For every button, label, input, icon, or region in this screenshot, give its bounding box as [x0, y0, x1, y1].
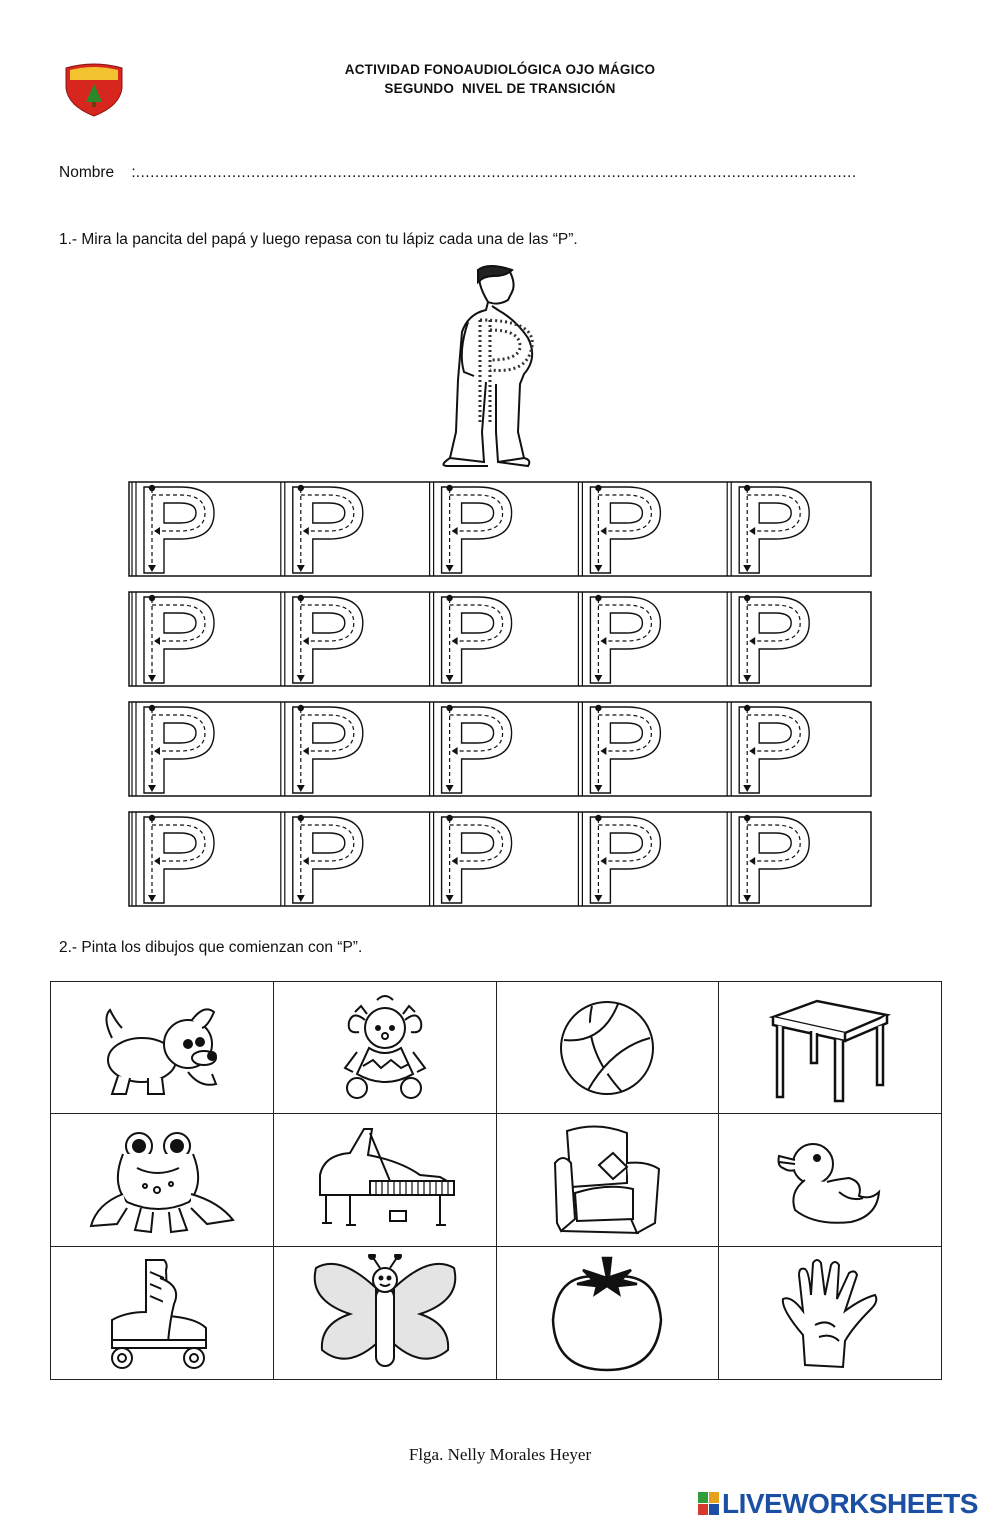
name-blank-line: ...................................................................................................................................................... — [135, 164, 857, 181]
grid-cell-doll[interactable] — [273, 982, 496, 1114]
name-field[interactable] — [59, 164, 939, 182]
exercise-2-instruction: 2.- Pinta los dibujos que comienzan con “P”. — [59, 939, 363, 956]
hand-icon — [775, 1255, 885, 1371]
worksheet-title: ACTIVIDAD FONOAUDIOLÓGICA OJO MÁGICO — [344, 62, 656, 77]
grid-cell-roller-skate[interactable] — [51, 1247, 274, 1380]
butterfly-icon — [310, 1254, 460, 1372]
worksheet-subtitle: SEGUNDO NIVEL DE TRANSICIÓN — [384, 81, 616, 96]
grid-cell-duck[interactable] — [719, 1114, 942, 1247]
grid-cell-butterfly[interactable] — [273, 1247, 496, 1380]
tomato-icon — [547, 1254, 667, 1372]
author-credit: Flga. Nelly Morales Heyer — [408, 1445, 592, 1464]
grid-cell-frog[interactable] — [51, 1114, 274, 1247]
frog-icon — [87, 1124, 237, 1236]
piano-icon — [310, 1125, 460, 1235]
grid-cell-tomato[interactable] — [496, 1247, 719, 1380]
grid-cell-hand[interactable] — [719, 1247, 942, 1380]
armchair-icon — [547, 1123, 667, 1237]
doll-icon — [325, 992, 445, 1104]
name-separator: : — [131, 164, 136, 181]
school-shield-crest-icon — [60, 58, 128, 118]
grid-cell-ball[interactable] — [496, 982, 719, 1114]
father-with-dotted-p-belly-icon — [428, 262, 550, 468]
grid-cell-piano[interactable] — [273, 1114, 496, 1247]
ball-icon — [552, 998, 662, 1098]
puppy-icon — [92, 998, 232, 1098]
liveworksheets-logo-icon — [698, 1492, 720, 1516]
trace-row — [128, 811, 872, 907]
grid-cell-puppy[interactable] — [51, 982, 274, 1114]
exercise-1-instruction: 1.- Mira la pancita del papá y luego repasa con tu lápiz cada una de las “P”. — [59, 231, 578, 248]
trace-row — [128, 701, 872, 797]
liveworksheets-brand[interactable]: LIVEWORKSHEETS — [722, 1488, 978, 1519]
grid-cell-table[interactable] — [719, 982, 942, 1114]
table-icon — [765, 993, 895, 1103]
trace-row — [128, 481, 872, 577]
name-label: Nombre — [59, 164, 115, 181]
trace-row — [128, 591, 872, 687]
duck-icon — [775, 1130, 885, 1230]
roller-skate-icon — [102, 1256, 222, 1370]
grid-cell-armchair[interactable] — [496, 1114, 719, 1247]
picture-grid — [50, 981, 942, 1380]
